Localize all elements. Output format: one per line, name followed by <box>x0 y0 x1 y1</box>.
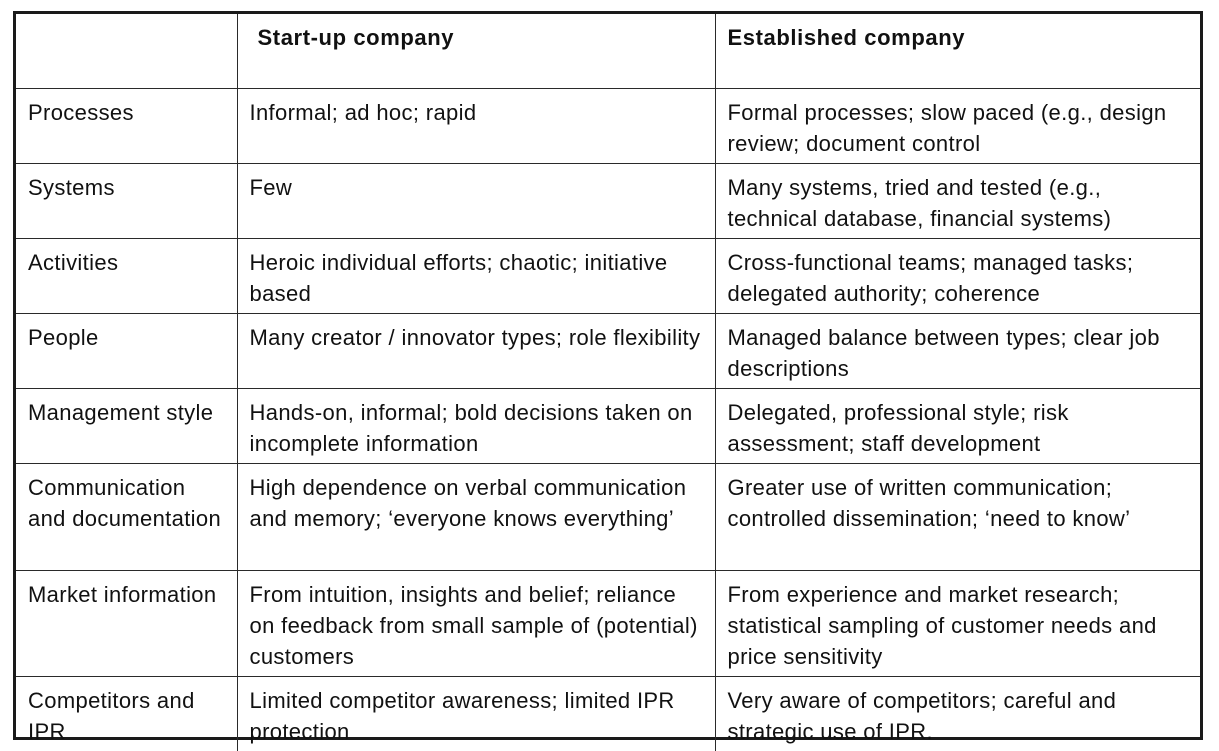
header-corner-cell <box>16 14 237 88</box>
established-cell: Delegated, professional style; risk assessment; staff development <box>715 388 1200 463</box>
table-row <box>16 163 1200 238</box>
established-cell: Very aware of competitors; careful and strategic use of IPR. <box>715 676 1200 751</box>
startup-cell: Few <box>237 163 715 238</box>
comparison-table-grid <box>16 14 1200 751</box>
established-cell: Formal processes; slow paced (e.g., design review; document control <box>715 88 1200 163</box>
header-startup-company: Start-up company <box>237 14 715 88</box>
established-cell: From experience and market research; statistical sampling of customer needs and price sensitivity <box>715 570 1200 676</box>
startup-cell: From intuition, insights and belief; reliance on feedback from small sample of (potential) customers <box>237 570 715 676</box>
header-row <box>16 14 1200 88</box>
aspect-cell: Market information <box>16 570 237 676</box>
aspect-cell: Management style <box>16 388 237 463</box>
startup-cell: Informal; ad hoc; rapid <box>237 88 715 163</box>
table-row <box>16 88 1200 163</box>
established-cell: Managed balance between types; clear job descriptions <box>715 313 1200 388</box>
table-row <box>16 463 1200 570</box>
startup-cell: High dependence on verbal communication and memory; ‘everyone knows everything’ <box>237 463 715 570</box>
aspect-cell: Processes <box>16 88 237 163</box>
table-row <box>16 313 1200 388</box>
startup-cell: Many creator / innovator types; role flexibility <box>237 313 715 388</box>
aspect-cell: Competitors and IPR <box>16 676 237 751</box>
aspect-cell: Activities <box>16 238 237 313</box>
established-cell: Greater use of written communication; controlled dissemination; ‘need to know’ <box>715 463 1200 570</box>
startup-cell: Heroic individual efforts; chaotic; initiative based <box>237 238 715 313</box>
header-established-company: Established company <box>715 14 1200 88</box>
aspect-cell: Systems <box>16 163 237 238</box>
established-cell: Cross-functional teams; managed tasks; delegated authority; coherence <box>715 238 1200 313</box>
table-row <box>16 676 1200 751</box>
table-row <box>16 570 1200 676</box>
comparison-table <box>13 11 1203 744</box>
startup-cell: Hands-on, informal; bold decisions taken on incomplete information <box>237 388 715 463</box>
table-row <box>16 388 1200 463</box>
startup-cell: Limited competitor awareness; limited IPR protection <box>237 676 715 751</box>
established-cell: Many systems, tried and tested (e.g., technical database, financial systems) <box>715 163 1200 238</box>
table-row <box>16 238 1200 313</box>
aspect-cell: Communication and documentation <box>16 463 237 570</box>
aspect-cell: People <box>16 313 237 388</box>
